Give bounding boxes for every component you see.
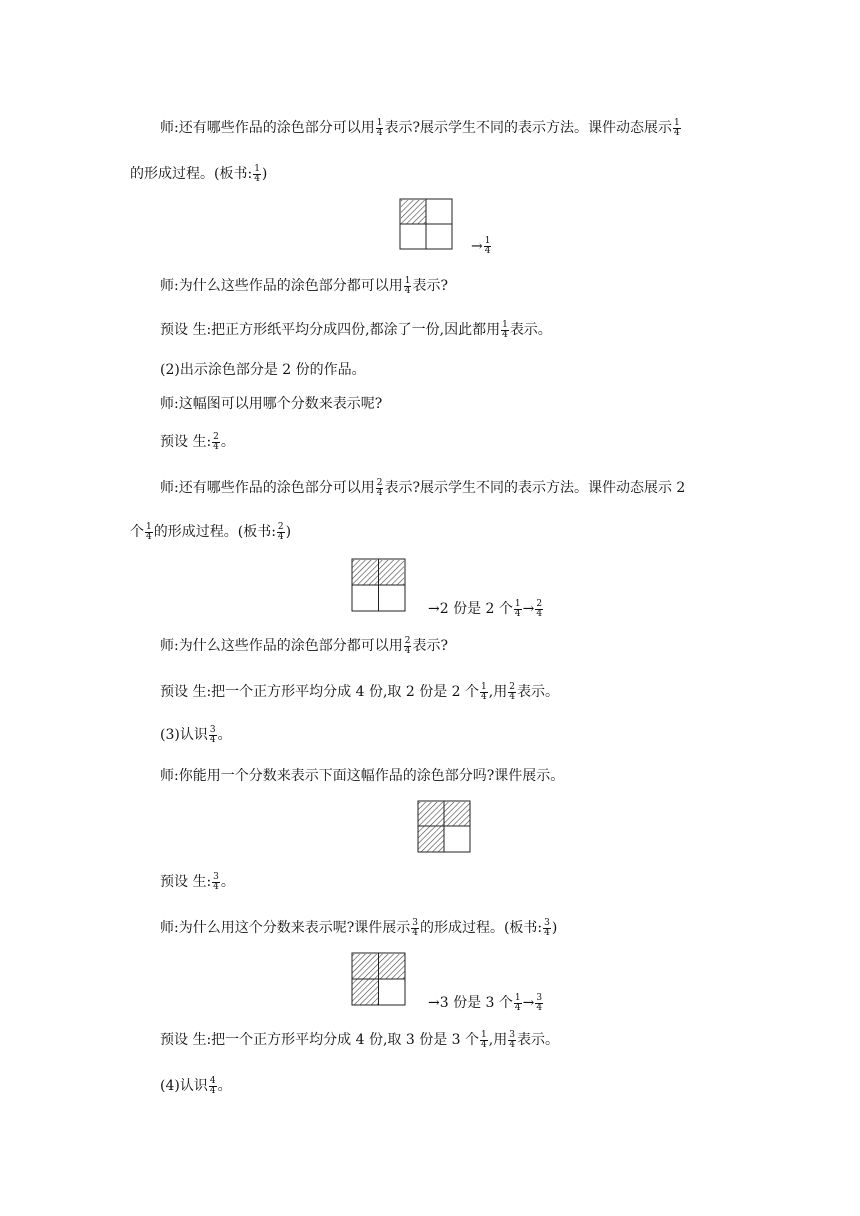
fraction-1-4: $\frac{1}{4}$ [404, 275, 411, 296]
paragraph-8: 师:为什么这些作品的涂色部分都可以用 $\frac{2}{4}$ 表示? [160, 635, 448, 656]
fraction-2-4: $\frac{2}{4}$ [509, 681, 515, 702]
square-figure-2-of-4 [350, 558, 408, 614]
fraction-3-4: $\frac{3}{4}$ [209, 724, 216, 745]
paragraph-1: 师:还有哪些作品的涂色部分可以用 $\frac{1}{4}$ 表示?展示学生不同的表示方法。课件动态展示 $\frac{1}{4}$ [160, 117, 680, 138]
paragraph-6: 预设 生: $\frac{2}{4}$ 。 [160, 431, 235, 452]
fraction-4-4: $\frac{4}{4}$ [209, 1075, 216, 1096]
fraction-1-4: $\frac{1}{4}$ [502, 319, 508, 340]
shaded-cell-bottom-left [352, 979, 378, 1005]
paragraph-1-cont: 的形成过程。(板书: $\frac{1}{4}$ ) [130, 163, 268, 184]
square-figure-3-of-4 [416, 800, 472, 854]
fraction-3-4: $\frac{3}{4}$ [544, 917, 550, 938]
fraction-1-4: $\frac{1}{4}$ [481, 681, 487, 702]
fraction-2-4: $\frac{2}{4}$ [536, 598, 543, 619]
fraction-2-4: $\frac{2}{4}$ [376, 477, 383, 498]
paragraph-11: 师:你能用一个分数来表示下面这幅作品的涂色部分吗?课件展示。 [160, 768, 565, 784]
paragraph-14: 预设 生:把一个正方形平均分成 4 份,取 3 份是 3 个 $\frac{1}{4}$ ,用 $\frac{3}{4}$ 表示。 [160, 1029, 559, 1050]
fraction-1-4: $\frac{1}{4}$ [484, 236, 491, 256]
fraction-2-4: $\frac{2}{4}$ [213, 431, 219, 452]
fraction-1-4: $\frac{1}{4}$ [146, 521, 152, 542]
figure-1-label: → $\frac{1}{4}$ [471, 236, 491, 256]
paragraph-3: 预设 生:把正方形纸平均分成四份,都涂了一份,因此都用 $\frac{1}{4}$ 表示。 [160, 319, 552, 340]
fraction-2-4: $\frac{2}{4}$ [404, 635, 411, 656]
paragraph-12: 预设 生: $\frac{3}{4}$ 。 [160, 871, 235, 892]
fraction-1-4: $\frac{1}{4}$ [376, 117, 383, 138]
fraction-3-4: $\frac{3}{4}$ [213, 871, 219, 892]
square-figure-3-of-4-b [350, 952, 408, 1008]
fraction-3-4: $\frac{3}{4}$ [412, 917, 418, 938]
paragraph-10: (3)认识 $\frac{3}{4}$ 。 [160, 724, 232, 745]
fraction-1-4: $\frac{1}{4}$ [673, 117, 680, 138]
paragraph-13: 师:为什么用这个分数来表示呢?课件展示 $\frac{3}{4}$ 的形成过程。(板书: $\frac{3}{4}$ ) [160, 917, 558, 938]
fraction-1-4: $\frac{1}{4}$ [514, 598, 521, 619]
paragraph-5: 师:这幅图可以用哪个分数来表示呢? [160, 396, 383, 412]
figure-2-label: →2 份是 2 个 $\frac{1}{4}$ → $\frac{2}{4}$ [428, 598, 543, 619]
paragraph-7: 师:还有哪些作品的涂色部分可以用 $\frac{2}{4}$ 表示?展示学生不同的表示方法。课件动态展示 2 [160, 477, 686, 498]
paragraph-7-cont: 个 $\frac{1}{4}$ 的形成过程。(板书: $\frac{2}{4}$ ) [130, 521, 292, 542]
fraction-1-4: $\frac{1}{4}$ [514, 992, 521, 1013]
square-figure-1-of-4 [398, 198, 454, 252]
paragraph-4: (2)出示涂色部分是 2 份的作品。 [160, 362, 366, 378]
paragraph-15: (4)认识 $\frac{4}{4}$ 。 [160, 1075, 232, 1096]
shaded-cell-bottom-left [418, 826, 444, 852]
fraction-1-4: $\frac{1}{4}$ [481, 1029, 487, 1050]
fraction-3-4: $\frac{3}{4}$ [536, 992, 543, 1013]
fraction-2-4: $\frac{2}{4}$ [277, 521, 284, 542]
shaded-cell [401, 200, 426, 224]
fraction-1-4: $\frac{1}{4}$ [254, 163, 260, 184]
figure-4-label: →3 份是 3 个 $\frac{1}{4}$ → $\frac{3}{4}$ [428, 992, 543, 1013]
paragraph-9: 预设 生:把一个正方形平均分成 4 份,取 2 份是 2 个 $\frac{1}{4}$ ,用 $\frac{2}{4}$ 表示。 [160, 681, 559, 702]
paragraph-2: 师:为什么这些作品的涂色部分都可以用 $\frac{1}{4}$ 表示? [160, 275, 448, 296]
fraction-3-4: $\frac{3}{4}$ [509, 1029, 515, 1050]
